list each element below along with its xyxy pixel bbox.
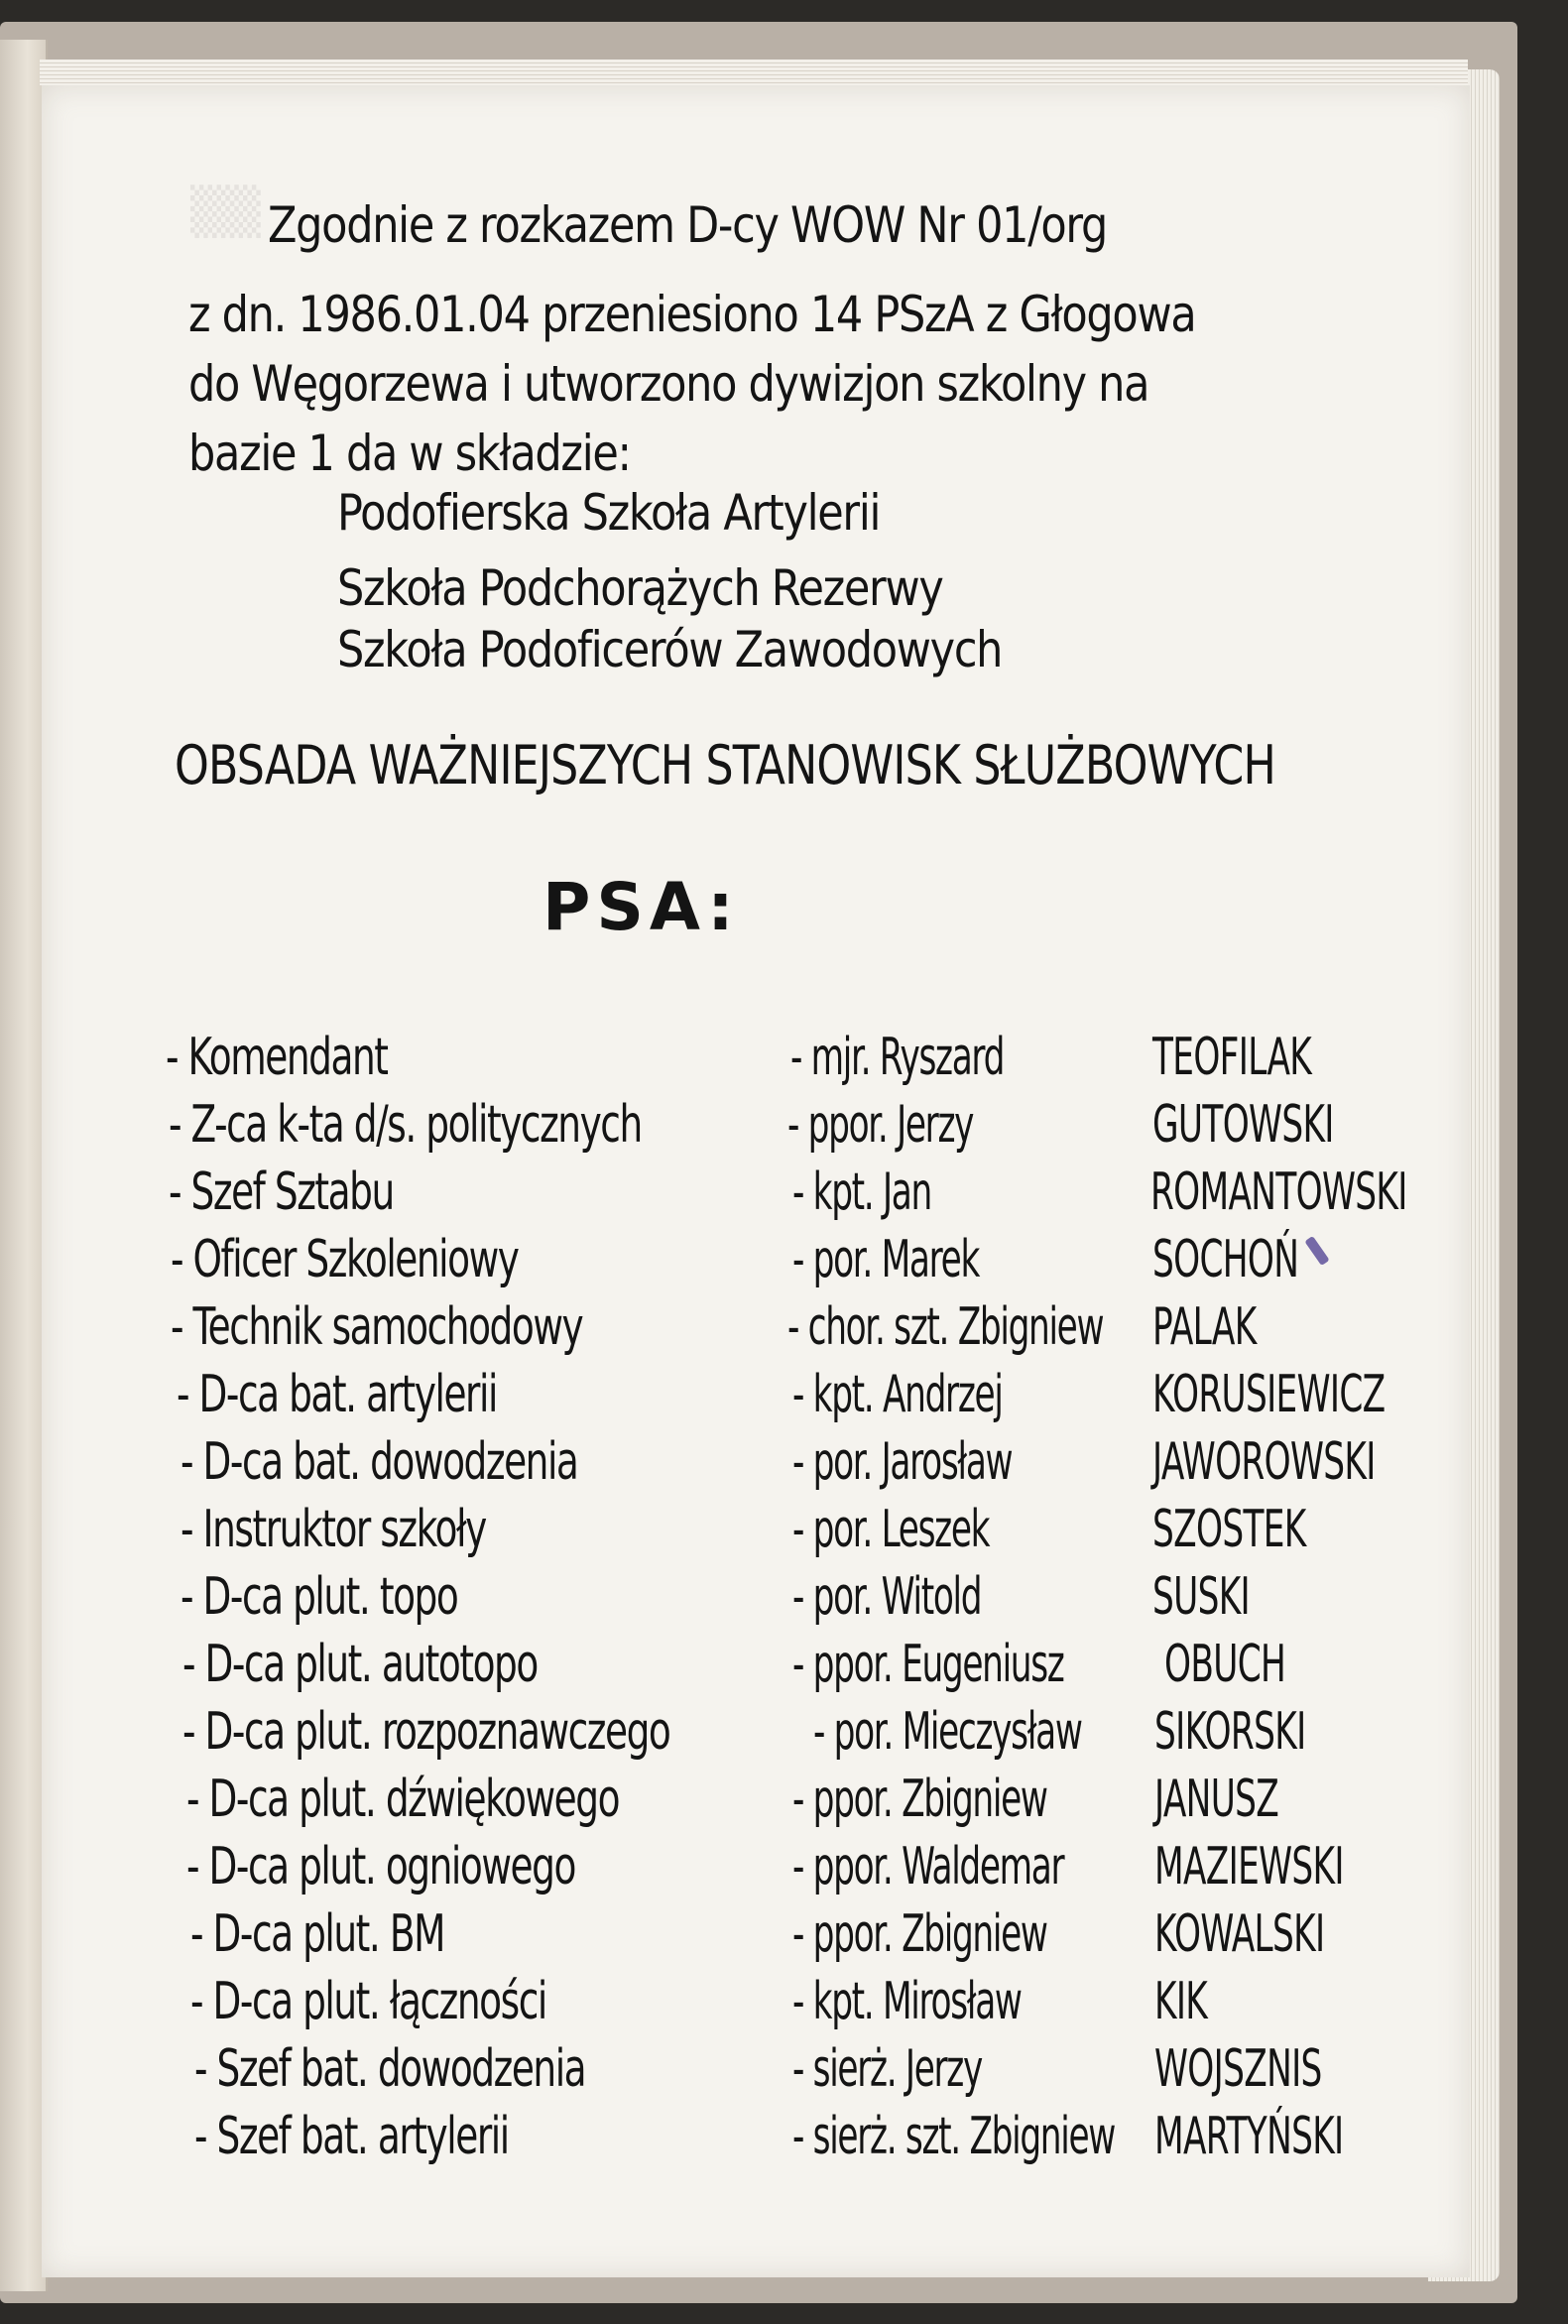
intro-line-2: z dn. 1986.01.04 przeniesiono 14 PSzA z Głogowa [188,286,1196,343]
rank-name: - ppor. Eugeniusz [792,1635,1064,1694]
rank-name: - kpt. Andrzej [792,1365,1003,1424]
section-title: PSA: [543,869,740,945]
surname: SOCHOŃ [1152,1230,1299,1289]
rank-name: - sierż. szt. Zbigniew [792,2107,1115,2166]
surname: SZOSTEK [1152,1500,1306,1559]
surname: TEOFILAK [1152,1028,1312,1087]
position-label: - Szef bat. artylerii [194,2107,509,2166]
handwritten-page [42,85,1470,2277]
surname: SUSKI [1152,1567,1251,1627]
rank-name: - por. Marek [792,1230,980,1289]
position-label: - Technik samochodowy [171,1297,583,1357]
unit-item: Szkoła Podchorążych Rezerwy [337,559,943,617]
position-label: - D-ca plut. autotopo [182,1635,538,1694]
position-label: - D-ca plut. topo [181,1567,458,1627]
bleed-through-text: ▒▒ [190,184,261,238]
intro-line-3: do Węgorzewa i utworzono dywizjon szkolny na [188,355,1149,413]
rank-name: - kpt. Jan [792,1162,931,1222]
unit-item: Podofierska Szkoła Artylerii [337,484,881,542]
rank-name: - ppor. Jerzy [787,1095,974,1155]
surname: GUTOWSKI [1152,1095,1334,1155]
position-label: - D-ca plut. ogniowego [186,1837,575,1896]
page-heading: OBSADA WAŻNIEJSZYCH STANOWISK SŁUŻBOWYCH [175,734,1275,796]
intro-line-1: Zgodnie z rozkazem D-cy WOW Nr 01/org [268,196,1108,254]
intro-line-4: bazie 1 da w składzie: [188,425,631,482]
rank-name: - por. Jarosław [792,1432,1013,1492]
position-label: - D-ca plut. dźwiękowego [186,1770,620,1829]
position-label: - D-ca plut. BM [190,1904,444,1964]
position-label: - Oficer Szkoleniowy [171,1230,519,1289]
surname: ROMANTOWSKI [1150,1162,1407,1222]
surname: KIK [1154,1972,1208,2031]
rank-name: - ppor. Zbigniew [792,1904,1047,1964]
position-label: - D-ca bat. dowodzenia [181,1432,578,1492]
rank-name: - kpt. Mirosław [792,1972,1022,2031]
surname: SIKORSKI [1154,1702,1306,1762]
rank-name: - por. Mieczysław [813,1702,1082,1762]
surname: JANUSZ [1154,1770,1279,1829]
position-label: - Szef bat. dowodzenia [194,2039,586,2099]
position-label: - Komendant [166,1028,388,1087]
ink-stain [1304,1236,1329,1266]
surname: MARTYŃSKI [1154,2107,1344,2166]
position-label: - Instruktor szkoły [181,1500,486,1559]
rank-name: - ppor. Waldemar [792,1837,1064,1896]
left-page-edge [0,40,48,2291]
rank-name: - mjr. Ryszard [790,1028,1005,1087]
surname: MAZIEWSKI [1154,1837,1344,1896]
surname: KORUSIEWICZ [1152,1365,1386,1424]
rank-name: - sierż. Jerzy [792,2039,982,2099]
rank-name: - chor. szt. Zbigniew [787,1297,1104,1357]
top-page-edges [40,60,1468,85]
surname: JAWOROWSKI [1152,1432,1376,1492]
unit-item: Szkoła Podoficerów Zawodowych [337,621,1003,678]
surname: WOJSZNIS [1154,2039,1322,2099]
rank-name: - por. Witold [792,1567,982,1627]
position-label: - D-ca bat. artylerii [177,1365,497,1424]
surname: PALAK [1152,1297,1257,1357]
rank-name: - por. Leszek [792,1500,990,1559]
position-label: - Szef Sztabu [169,1162,394,1222]
rank-name: - ppor. Zbigniew [792,1770,1047,1829]
position-label: - D-ca plut. łączności [190,1972,546,2031]
position-label: - D-ca plut. rozpoznawczego [182,1702,670,1762]
position-label: - Z-ca k-ta d/s. politycznych [169,1095,642,1155]
surname: KOWALSKI [1154,1904,1325,1964]
surname: OBUCH [1164,1635,1286,1694]
